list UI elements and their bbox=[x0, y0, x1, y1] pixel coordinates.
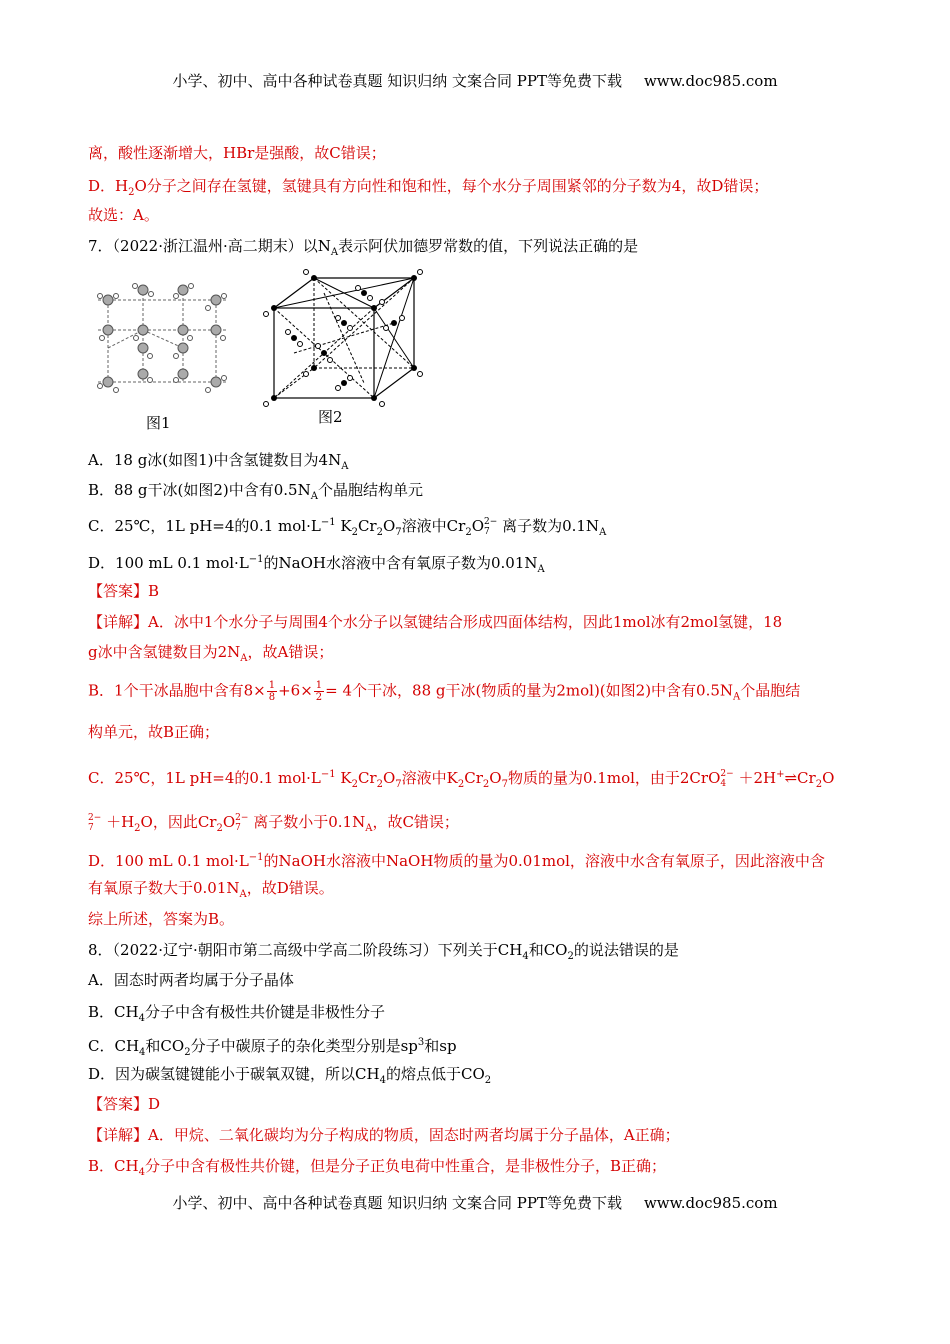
figure-2-caption: 图2 bbox=[318, 408, 343, 426]
q7-detail-5: C．25℃，1L pH=4的0.1 $mol\cdot L^{-1}$ $K_2Cr_2O_7$溶液中$K_2Cr_2O_7$物质的量为0.1mol，由于2CrO 2− 4 $+2H^+\rightleftharpoons Cr_2O$ bbox=[88, 769, 835, 790]
figure-1-ice bbox=[88, 268, 238, 408]
header-url: www.doc985.com bbox=[643, 72, 778, 90]
q7-option-c: C．25℃，1L pH=4的0.1 $mol\cdot L^{-1}$ $K_2Cr_2O_7$溶液中$Cr_2O$ 2− 7 离子数为$0.1N_A$ bbox=[88, 517, 607, 538]
prev-line-3: 故选：A。 bbox=[88, 206, 159, 224]
figure-1-caption: 图1 bbox=[146, 414, 171, 432]
figure-2-dry-ice bbox=[262, 268, 424, 408]
q8-option-b: B．$CH_4$分子中含有极性共价键是非极性分子 bbox=[88, 1003, 385, 1024]
q7-detail-9: 综上所述，答案为B。 bbox=[88, 910, 235, 928]
q7-stem: 7．（2022·浙江温州·高二期末）以$N_A$表示阿伏加德罗常数的值，下列说法正确的是 bbox=[88, 237, 639, 258]
q8-stem: 8．（2022·辽宁·朝阳市第二高级中学高二阶段练习）下列关于$CH_4$和$CO_2$的说法错误的是 bbox=[88, 941, 679, 962]
header-text: 小学、初中、高中各种试卷真题 知识归纳 文案合同 PPT等免费下载 bbox=[172, 72, 622, 90]
prev-line-1: 离，酸性逐渐增大，HBr是强酸，故C错误； bbox=[88, 144, 386, 162]
q7-detail-1: 【详解】A．冰中1个水分子与周围4个水分子以氢键结合形成四面体结构，因此1mol冰有2mol氢键，18 bbox=[88, 613, 783, 631]
q8-detail-2: B．$CH_4$分子中含有极性共价键，但是分子正负电荷中性重合，是非极性分子，B正确； bbox=[88, 1157, 666, 1178]
q8-answer: 【答案】D bbox=[88, 1095, 161, 1113]
q8-detail-1: 【详解】A．甲烷、二氧化碳均为分子构成的物质，固态时两者均属于分子晶体，A正确； bbox=[88, 1126, 680, 1144]
q8-option-c: C．$CH_4$和$CO_2$分子中碳原子的杂化类型分别是$sp^3$和sp bbox=[88, 1037, 457, 1058]
prev-line-2: D．$H_2O$分子之间存在氢键，氢键具有方向性和饱和性，每个水分子周围紧邻的分子数为4，故D错误； bbox=[88, 177, 769, 198]
q7-detail-7: D．100 mL 0.1 $mol\cdot L^{-1}$的NaOH水溶液中NaOH物质的量为0.01mol，溶液中水含有氧原子，因此溶液中含 bbox=[88, 852, 825, 870]
q8-option-d: D．因为碳氢键键能小于碳氧双键，所以$CH_4$的熔点低于$CO_2$ bbox=[88, 1065, 492, 1086]
q7-detail-4: 构单元，故B正确； bbox=[88, 723, 220, 741]
q7-detail-2: g冰中含氢键数目为$2N_A$，故A错误； bbox=[88, 643, 334, 664]
q7-detail-3: B．1个干冰晶胞中含有8× $\frac{1}{8}$ +6× $\frac{1}{2}$ = 4个干冰，88 g干冰(物质的量为2mol)(如图2)中含有$0.5N_A$个晶胞结 bbox=[88, 680, 801, 703]
q7-option-d: D．100 mL 0.1 $mol\cdot L^{-1}$的NaOH水溶液中含有氧原子数为$0.01N_A$ bbox=[88, 554, 545, 575]
page-header bbox=[0, 70, 950, 91]
q7-option-b: B．88 g干冰(如图2)中含有$0.5N_A$个晶胞结构单元 bbox=[88, 481, 423, 502]
q7-detail-8: 有氧原子数大于$0.01N_A$，故D错误。 bbox=[88, 879, 334, 900]
q7-option-a: A．18 g冰(如图1)中含氢键数目为$4N_A$ bbox=[88, 451, 349, 472]
footer-url: www.doc985.com bbox=[643, 1194, 778, 1212]
q7-detail-6: 2− 7 $+H_2O$，因此$Cr_2O$ 2− 7 离子数小于$0.1N_A$，故C错误； bbox=[88, 813, 459, 834]
footer-text: 小学、初中、高中各种试卷真题 知识归纳 文案合同 PPT等免费下载 bbox=[172, 1194, 622, 1212]
q8-option-a: A．固态时两者均属于分子晶体 bbox=[88, 971, 294, 989]
q7-answer: 【答案】B bbox=[88, 582, 160, 600]
page-footer bbox=[0, 1192, 950, 1213]
